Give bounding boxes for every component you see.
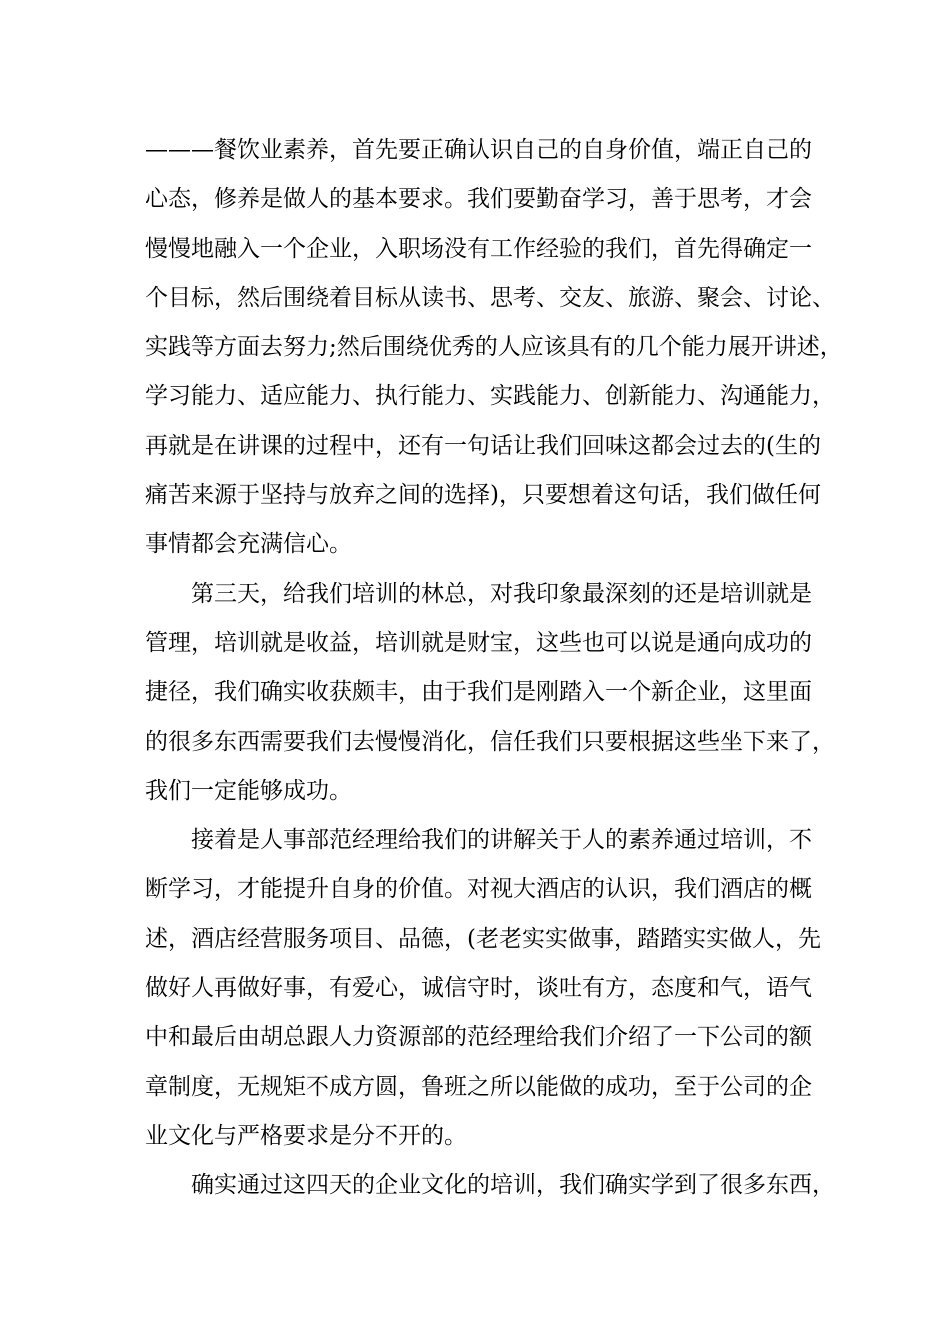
text-line: 个目标，然后围绕着目标从读书、思考、交友、旅游、聚会、讨论、 (145, 284, 835, 311)
text-line: 断学习，才能提升自身的价值。对视大酒店的认识，我们酒店的概 (145, 876, 812, 903)
text-line: 管理，培训就是收益，培训就是财宝，这些也可以说是通向成功的 (145, 629, 812, 656)
text-line: 再就是在讲课的过程中，还有一句话让我们回味这都会过去的(生的 (145, 432, 821, 459)
text-line: ———餐饮业素养，首先要正确认识自己的自身价值，端正自己的 (145, 137, 812, 163)
text-line: 接着是人事部范经理给我们的讲解关于人的素养通过培训，不 (145, 827, 812, 854)
text-line: 业文化与严格要求是分不开的。 (145, 1122, 467, 1149)
text-line: 学习能力、适应能力、执行能力、实践能力、创新能力、沟通能力， (145, 383, 835, 410)
text-line: 章制度，无规矩不成方圆，鲁班之所以能做的成功，至于公司的企 (145, 1073, 812, 1100)
text-line: 实践等方面去努力;然后围绕优秀的人应该具有的几个能力展开讲述， (145, 334, 843, 361)
paragraph-4 (145, 1161, 835, 1210)
paragraph-3 (145, 816, 825, 1161)
text-line: 的很多东西需要我们去慢慢消化，信任我们只要根据这些坐下来了， (145, 728, 835, 755)
text-line: 捷径，我们确实收获颇丰，由于我们是刚踏入一个新企业，这里面 (145, 679, 812, 706)
text-line: 做好人再做好事，有爱心，诚信守时，谈吐有方，态度和气，语气 (145, 975, 812, 1002)
text-line: 述，酒店经营服务项目、品德，(老老实实做事，踏踏实实做人，先 (145, 925, 821, 952)
document-body (145, 126, 843, 1211)
text-line: 中和最后由胡总跟人力资源部的范经理给我们介绍了一下公司的额 (145, 1024, 812, 1051)
text-line: 事情都会充满信心。 (145, 531, 352, 558)
text-line: 确实通过这四天的企业文化的培训，我们确实学到了很多东西， (145, 1172, 835, 1199)
paragraph-1 (145, 126, 843, 570)
text-line: 我们一定能够成功。 (145, 777, 352, 804)
text-line: 痛苦来源于坚持与放弃之间的选择)，只要想着这句话，我们做任何 (145, 482, 821, 509)
text-line: 心态，修养是做人的基本要求。我们要勤奋学习，善于思考，才会 (145, 186, 812, 213)
paragraph-2 (145, 570, 835, 816)
text-line: 第三天，给我们培训的林总，对我印象最深刻的还是培训就是 (145, 580, 812, 607)
text-line: 慢慢地融入一个企业，入职场没有工作经验的我们，首先得确定一 (145, 235, 812, 262)
